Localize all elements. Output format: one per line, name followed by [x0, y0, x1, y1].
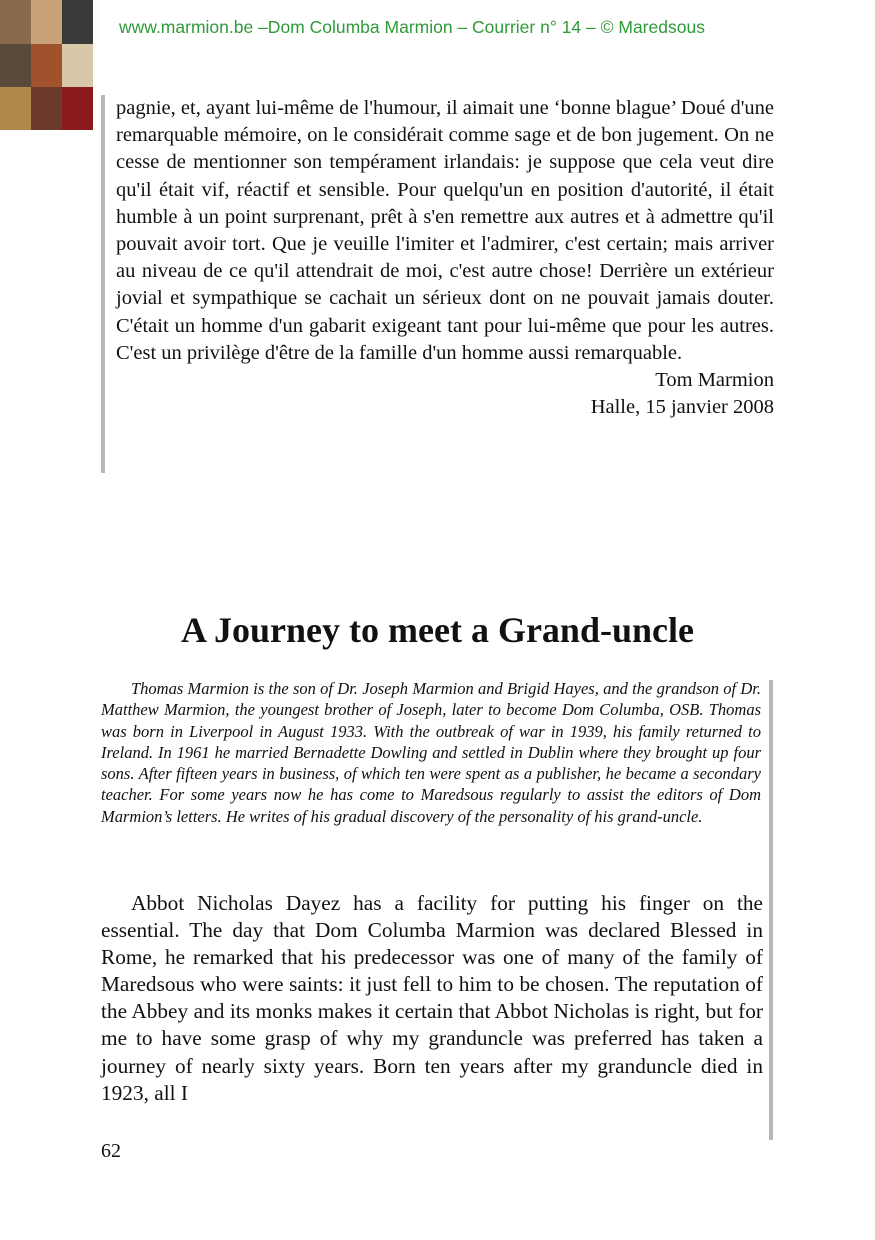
header-photo-collage [0, 0, 93, 130]
right-side-rule [769, 680, 773, 1140]
article-body: Abbot Nicholas Dayez has a facility for putting his finger on the essential. The day that Dom Columba Marmion was declared Blessed in Rome, he remarked that his predecessor was one of many of the family of Maredsous who were saints: it just fell to him to be chosen. The reputation of the Abbey and its monks makes it certain that Abbot Nicholas is right, but for me to have some grasp of why my granduncle was preferred has taken a journey of nearly sixty years. Born ten years after my granduncle died in 1923, all I [101, 891, 763, 1105]
page-number: 62 [101, 1140, 121, 1162]
article-intro: Thomas Marmion is the son of Dr. Joseph Marmion and Brigid Hayes, and the grandson of Dr. Matthew Marmion, the youngest brother of Joseph, later to become Dom Columba, OSB. Thomas was born in Liverpool in August 1933. With the outbreak of war in 1939, his family returned to Ireland. In 1961 he married Bernadette Dowling and settled in Dublin where they brought up four sons. After fifteen years in business, of which ten were spent as a publisher, he became a secondary teacher. For some years now he has come to Maredsous regularly to assist the editors of Dom Marmion’s letters. He writes of his gradual discovery of the personality of his grand-uncle. [101, 679, 761, 826]
letter-body: pagnie, et, ayant lui-même de l'humour, il aimait une ‘bonne blague’ Doué d'une remarquable mémoire, on le considérait comme sage et de bon jugement. On ne cesse de mentionner son tempérament irlandais: je suppose que cela veut dire qu'il était vif, réactif et sensible. Pour quelqu'un en position d'autorité, il était humble à un point surprenant, prêt à s'en remettre aux autres et à admettre qu'il pouvait avoir tort. Que je veuille l'imiter et l'admirer, c'est certain; mais arriver au niveau de ce qu'il attendrait de moi, c'est autre chose! Derrière un extérieur jovial et sympathique se cachait un sérieux dont on ne pouvait jamais douter. C'était un homme d'un gabarit exigeant tant pour lui-même que pour les autres. C'est un privilège d'être de la famille d'un homme aussi remarquable. [116, 97, 774, 364]
article-title: A Journey to meet a Grand-uncle [181, 610, 694, 650]
signature-place-date: Halle, 15 janvier 2008 [590, 396, 774, 419]
left-side-rule [101, 95, 105, 473]
letter-section [116, 95, 774, 421]
header-website-link[interactable]: www.marmion.be –Dom Columba Marmion – Courrier n° 14 – © Maredsous [119, 17, 705, 37]
signature-name: Tom Marmion [655, 369, 774, 392]
